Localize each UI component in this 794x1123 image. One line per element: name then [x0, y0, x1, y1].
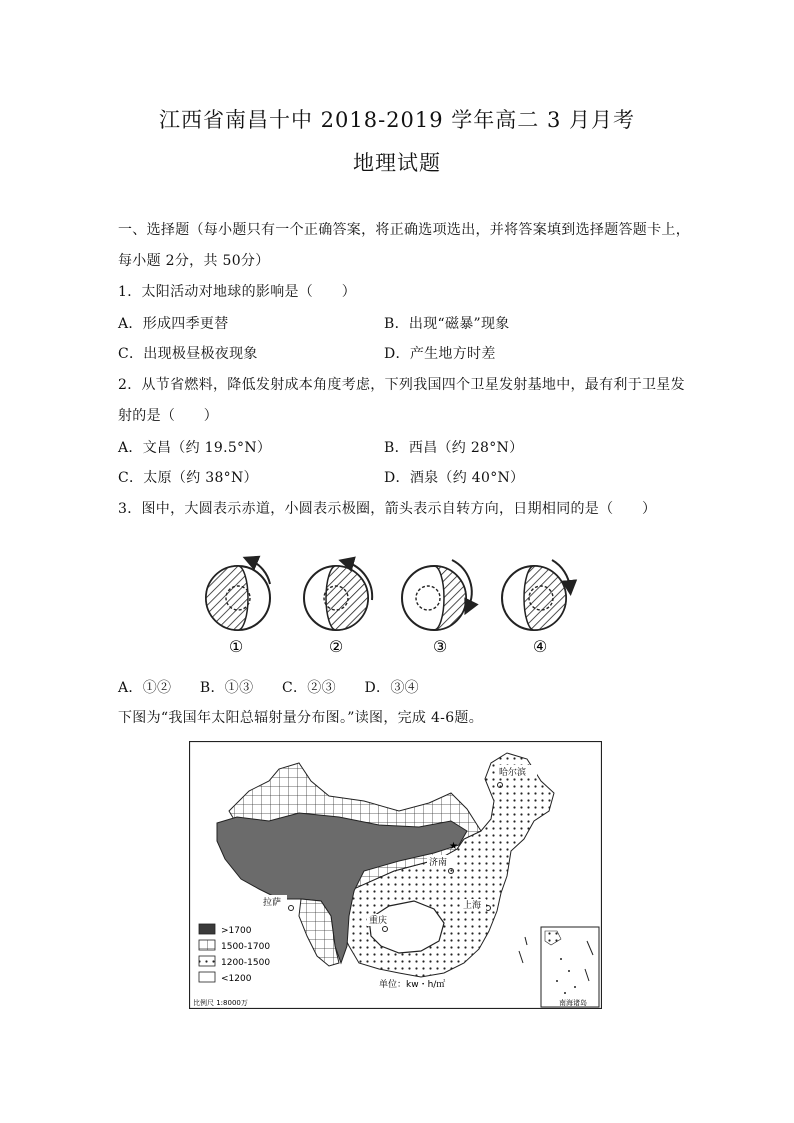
question-2-stem-line2: 射的是（ ）: [118, 408, 219, 424]
legend-label-1200-1500: 1200-1500: [221, 958, 271, 968]
globe-diagrams: [196, 548, 596, 658]
globe-1: [206, 560, 270, 630]
question-1-option-d: D．产生地方时差: [384, 346, 496, 362]
section-instruction-line1: 一、选择题（每小题只有一个正确答案，将正确选项选出，并将答案填到选择题答题卡上，: [118, 222, 690, 238]
question-2-option-a: A．文昌（约 19.5°N）: [118, 440, 272, 456]
inset-label: 南海诸岛: [559, 999, 587, 1007]
legend-label-1500-1700: 1500-1700: [221, 942, 271, 952]
city-label-harbin: 哈尔滨: [499, 768, 527, 778]
question-2-option-b: B．西昌（约 28°N）: [384, 440, 524, 456]
questions-4-6-intro: 下图为“我国年太阳总辐射量分布图。”读图，完成 4-6题。: [118, 710, 484, 726]
globe-2: [304, 562, 372, 630]
city-label-jinan: 济南: [429, 858, 448, 868]
map-unit: 单位：kw・h/㎡: [379, 980, 446, 990]
globe-label-4: ④: [532, 637, 548, 656]
south-china-sea-inset: [541, 927, 599, 1007]
city-label-shanghai: 上海: [463, 901, 482, 911]
question-2-option-c: C．太原（约 38°N）: [118, 470, 258, 486]
globe-4: [502, 560, 570, 630]
city-label-lhasa: 拉萨: [263, 898, 282, 908]
china-solar-radiation-map: [189, 741, 602, 1009]
city-label-chongqing: 重庆: [369, 916, 388, 926]
question-1-option-c: C．出现极昼极夜现象: [118, 346, 258, 362]
legend-label-below-1200: <1200: [221, 974, 252, 984]
legend-label-above-1700: >1700: [221, 926, 252, 936]
page-title: 江西省南昌十中 2018-2019 学年高二 3 月月考: [158, 108, 636, 132]
question-3-options: A．①② B．①③ C．②③ D．③④: [118, 680, 419, 696]
globe-label-3: ③: [432, 637, 448, 656]
section-instruction-line2: 每小题 2分，共 50分）: [118, 253, 270, 269]
question-1-option-a: A．形成四季更替: [118, 316, 229, 332]
question-3-stem: 3．图中，大圆表示赤道，小圆表示极圈，箭头表示自转方向，日期相同的是（ ）: [118, 501, 657, 517]
question-1-option-b: B．出现“磁暴”现象: [384, 316, 510, 332]
question-2-option-d: D．酒泉（约 40°N）: [384, 470, 525, 486]
capital-star-icon: ★: [449, 841, 458, 852]
globe-label-1: ①: [228, 637, 244, 656]
globe-label-2: ②: [328, 637, 344, 656]
globe-3: [402, 560, 472, 630]
page-subtitle: 地理试题: [353, 151, 441, 175]
question-2-stem-line1: 2．从节省燃料，降低发射成本角度考虑，下列我国四个卫星发射基地中，最有利于卫星发: [118, 377, 685, 393]
map-scale: 比例尺 1:8000万: [193, 999, 248, 1007]
question-1-stem: 1．太阳活动对地球的影响是（ ）: [118, 284, 357, 300]
